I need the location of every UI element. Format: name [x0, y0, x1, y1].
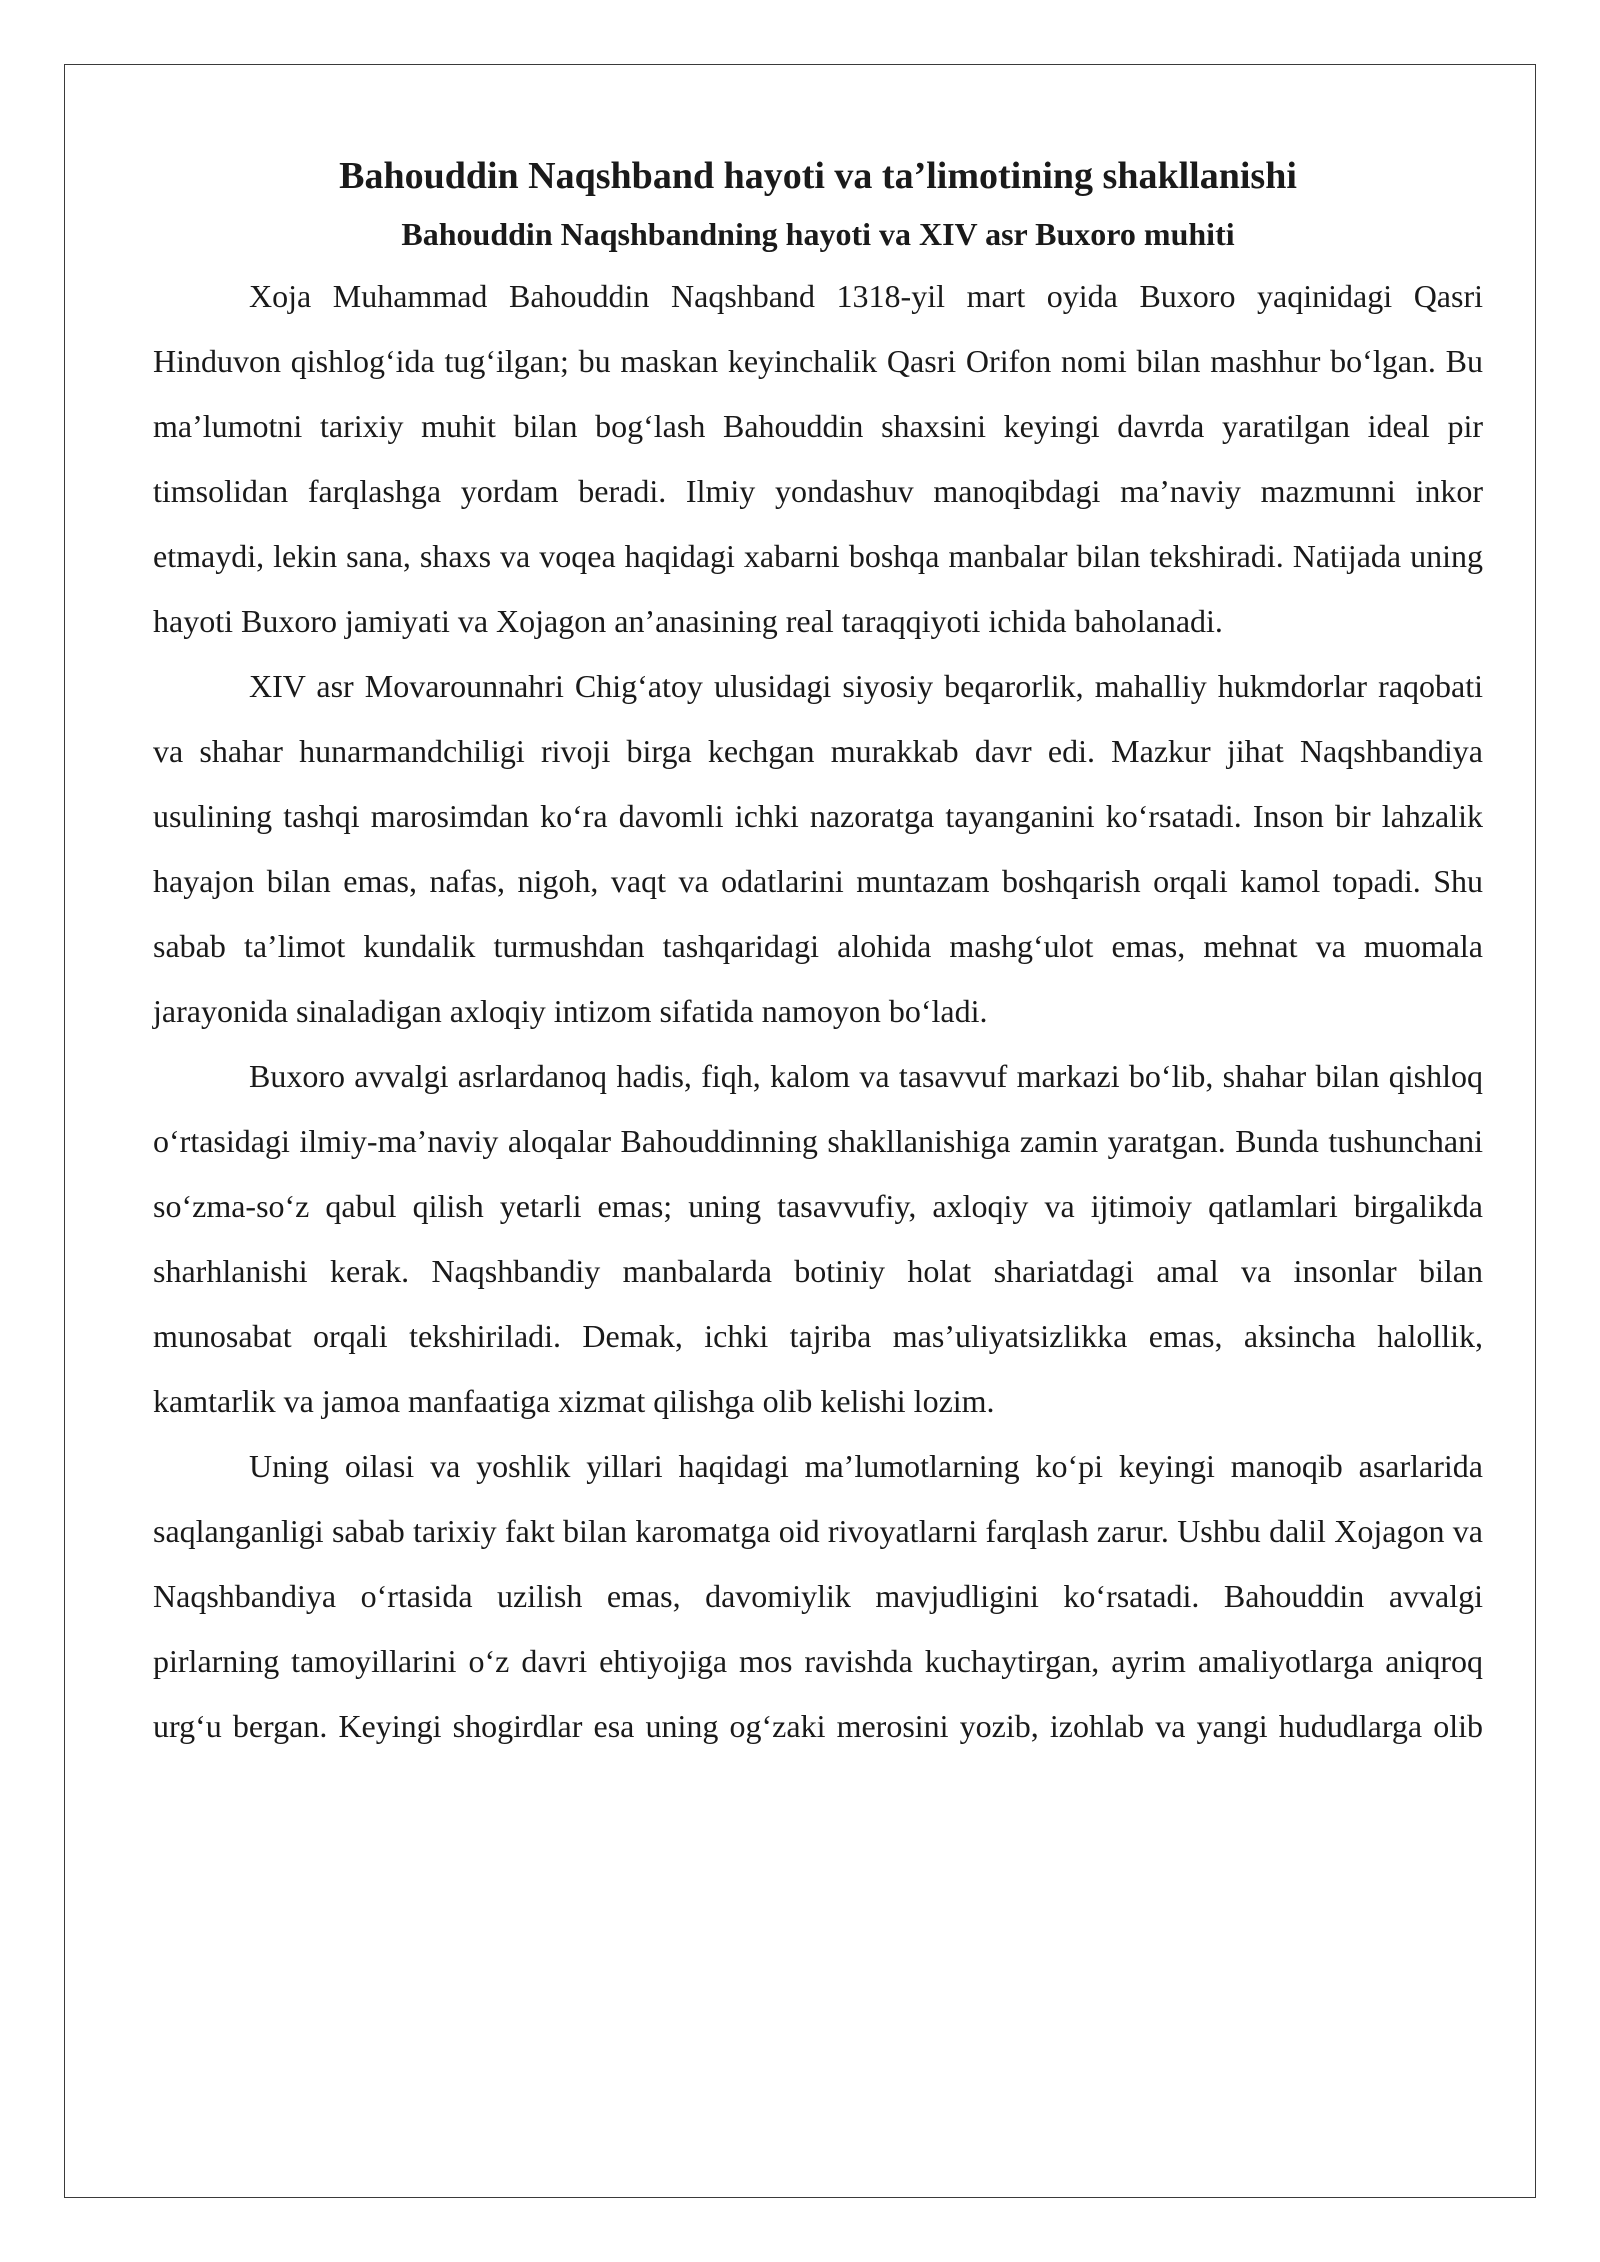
paragraph: XIV asr Movarounnahri Chig‘atoy ulusidagi siyosiy beqarorlik, mahalliy hukmdorlar raqobati va shahar hunarmandchiligi rivoji birga kechgan murakkab davr edi. Mazkur jihat Naqshbandiya usulining tashqi marosimdan ko‘ra davomli ichki nazoratga tayanganini ko‘rsatadi. Inson bir lahzalik hayajon bilan emas, nafas, nigoh, vaqt va odatlarini muntazam boshqarish orqali kamol topadi. Shu sabab ta’limot kundalik turmushdan tashqaridagi alohida mashg‘ulot emas, mehnat va muomala jarayonida sinaladigan axloqiy intizom sifatida namoyon bo‘ladi.	[153, 668, 1483, 1029]
document-title: Bahouddin Naqshband hayoti va ta’limotining shakllanishi	[339, 155, 1297, 197]
paragraph: Buxoro avvalgi asrlardanoq hadis, fiqh, kalom va tasavvuf markazi bo‘lib, shahar bilan qishloq o‘rtasidagi ilmiy-ma’naviy aloqalar Bahouddinning shakllanishiga zamin yaratgan. Bunda tushunchani so‘zma-so‘z qabul qilish yetarli emas; uning tasavvufiy, axloqiy va ijtimoiy qatlamlari birgalikda sharhlanishi kerak. Naqshbandiy manbalarda botiniy holat shariatdagi amal va insonlar bilan munosabat orqali tekshiriladi. Demak, ichki tajriba mas’uliyatsizlikka emas, aksincha halollik, kamtarlik va jamoa manfaatiga xizmat qilishga olib kelishi lozim.	[153, 1058, 1483, 1419]
paragraph: Xoja Muhammad Bahouddin Naqshband 1318-yil mart oyida Buxoro yaqinidagi Qasri Hinduvon qishlog‘ida tug‘ilgan; bu maskan keyinchalik Qasri Orifon nomi bilan mashhur bo‘lgan. Bu ma’lumotni tarixiy muhit bilan bog‘lash Bahouddin shaxsini keyingi davrda yaratilgan ideal pir timsolidan farqlashga yordam beradi. Ilmiy yondashuv manoqibdagi ma’naviy mazmunni inkor etmaydi, lekin sana, shaxs va voqea haqidagi xabarni boshqa manbalar bilan tekshiradi. Natijada uning hayoti Buxoro jamiyati va Xojagon an’anasining real taraqqiyoti ichida baholanadi.	[153, 278, 1483, 639]
paragraph: Uning oilasi va yoshlik yillari haqidagi ma’lumotlarning ko‘pi keyingi manoqib asarlarida saqlanganligi sabab tarixiy fakt bilan karomatga oid rivoyatlarni farqlash zarur. Ushbu dalil Xojagon va Naqshbandiya o‘rtasida uzilish emas, davomiylik mavjudligini ko‘rsatadi. Bahouddin avvalgi pirlarning tamoyillarini o‘z davri ehtiyojiga mos ravishda kuchaytirgan, ayrim amaliyotlarga aniqroq urg‘u bergan. Keyingi shogirdlar esa uning og‘zaki merosini yozib, izohlab va yangi hududlarga olib	[153, 1448, 1483, 1744]
document-body	[153, 150, 1483, 1759]
section-heading: Bahouddin Naqshbandning hayoti va XIV asr Buxoro muhiti	[401, 216, 1235, 252]
